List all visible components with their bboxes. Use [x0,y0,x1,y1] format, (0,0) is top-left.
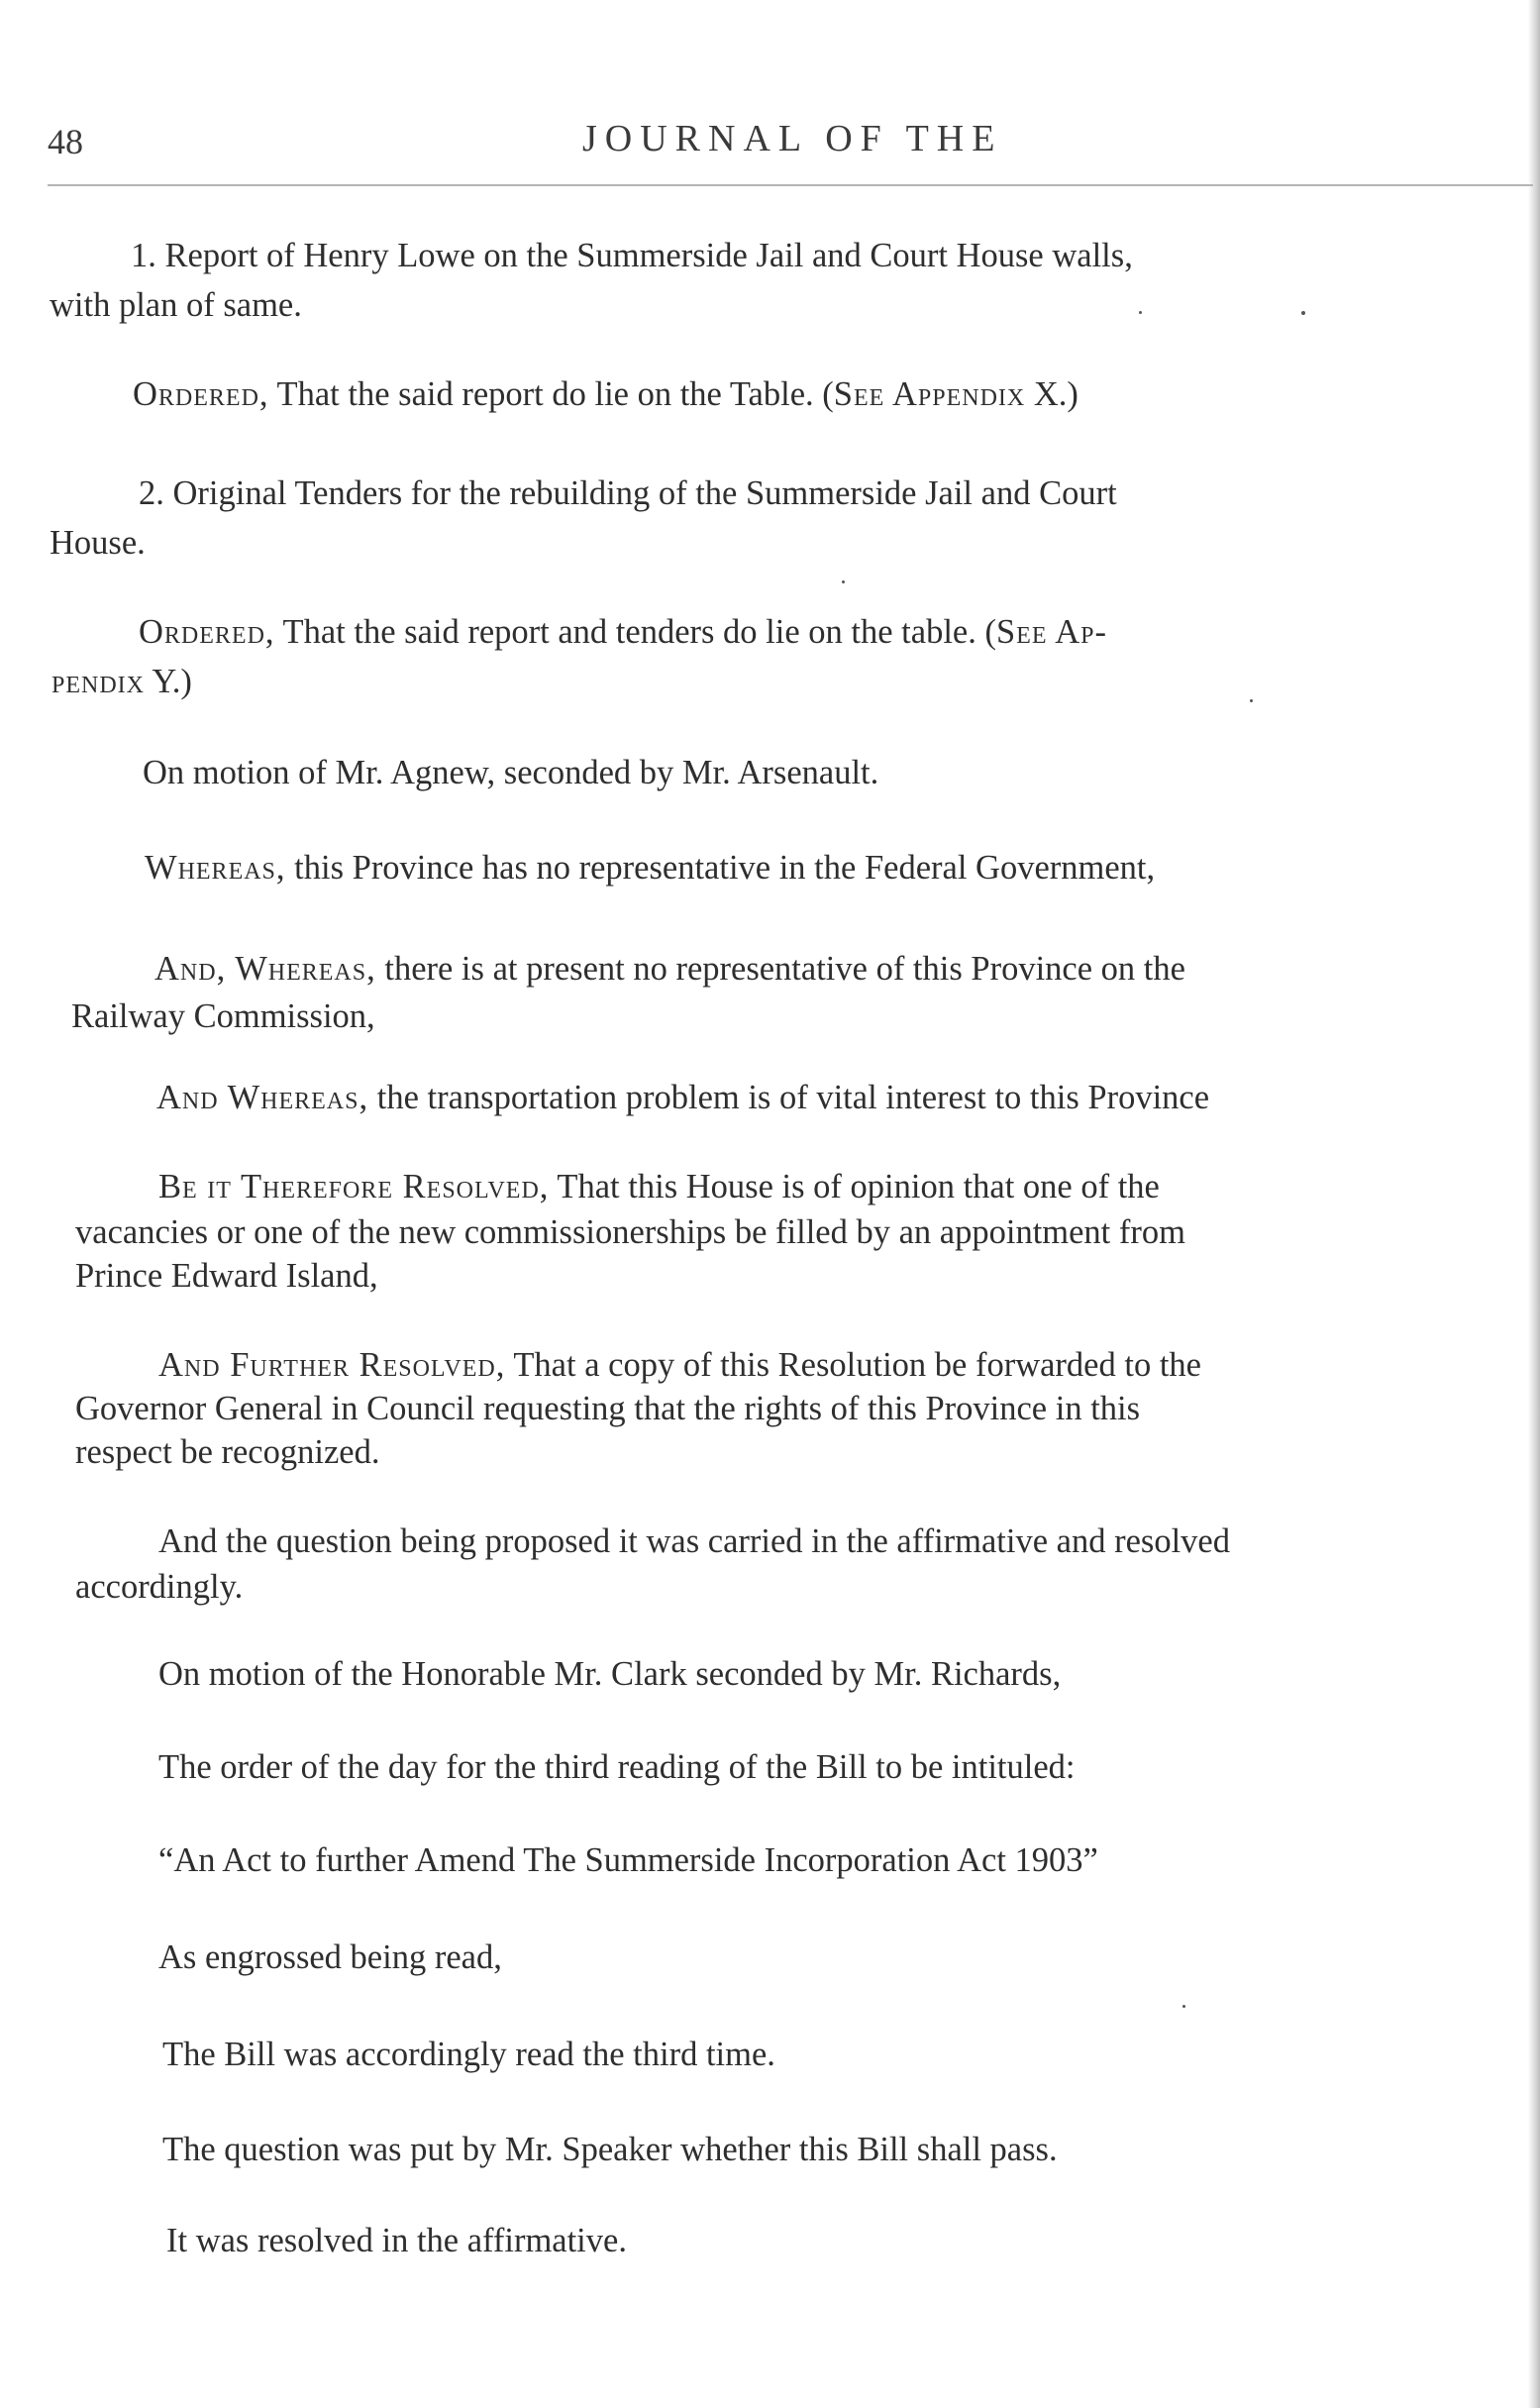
item-1-line-1: 1. Report of Henry Lowe on the Summerside Jail and Court House walls, [131,237,1133,274]
ordered-1-text: That the said report do lie on the Table. [268,375,823,413]
whereas-3-text: the transportation problem is of vital interest to this Province [368,1079,1210,1116]
resolved-1-line-3: Prince Edward Island, [75,1257,378,1295]
third-reading: The Bill was accordingly read the third time. [162,2036,775,2073]
resolved-affirmative: It was resolved in the affirmative. [166,2222,627,2259]
ordered-2-lead: Ordered, [139,613,275,651]
ordered-2-text: That the said report and tenders do lie on the table. ( [274,613,996,651]
item-2-line-2: House. [50,524,146,562]
whereas-1-lead: Whereas, [145,849,286,887]
item-1-line-2: with plan of same. [50,286,302,324]
speaker-question: The question was put by Mr. Speaker whether this Bill shall pass. [162,2131,1058,2168]
ordered-1 [133,372,1078,416]
order-of-day: The order of the day for the third reading of the Bill to be intituled: [158,1748,1076,1786]
whereas-1 [145,846,1155,890]
resolved-2-line-1 [158,1343,1201,1387]
whereas-1-text: this Province has no representative in the Federal Government, [285,849,1156,887]
resolved-2-line-3: respect be recognized. [75,1433,380,1471]
page-edge-shadow [1528,0,1540,2408]
running-head: JOURNAL OF THE [582,118,1003,159]
whereas-3-lead: And Whereas, [156,1079,369,1116]
whereas-2-line-2: Railway Commission, [71,997,375,1035]
ordered-1-appendix-tail: X.) [1025,375,1078,413]
ordered-1-appendix: See Appendix [833,375,1026,413]
resolved-2-text: That a copy of this Resolution be forwarded to the [505,1346,1201,1384]
whereas-2-text: there is at present no representative of this Province on the [375,950,1185,988]
ordered-2-appendix-cont: pendix [51,663,145,700]
scan-speck [1250,699,1253,702]
scan-speck [842,580,845,583]
header-rule [48,184,1533,186]
motion-2: On motion of the Honorable Mr. Clark seconded by Mr. Richards, [158,1655,1062,1693]
question-1-line-2: accordingly. [75,1568,244,1606]
resolved-1-line-2: vacancies or one of the new commissionerships be filled by an appointment from [75,1213,1185,1251]
ordered-2-line-2 [51,660,192,703]
resolved-1-lead: Be it Therefore Resolved, [158,1168,550,1205]
item-2-line-1: 2. Original Tenders for the rebuilding of the Summerside Jail and Court [139,474,1117,512]
act-title: “An Act to further Amend The Summerside Incorporation Act 1903” [158,1841,1098,1879]
resolved-2-line-2: Governor General in Council requesting that the rights of this Province in this [75,1390,1141,1427]
resolved-1-text: That this House is of opinion that one of the [549,1168,1160,1205]
engrossed: As engrossed being read, [158,1938,502,1976]
ordered-1-paren: ( [822,375,834,413]
resolved-2-lead: And Further Resolved, [158,1346,506,1384]
ordered-2-appendix: See Ap- [995,613,1107,651]
whereas-2-line-1 [154,947,1185,991]
ordered-1-lead: Ordered, [133,375,269,413]
whereas-2-lead: And, Whereas, [154,950,376,988]
scan-speck [1182,2005,1185,2008]
page-number: 48 [48,122,83,161]
scan-speck [1301,311,1305,315]
resolved-1-line-1 [158,1165,1160,1208]
ordered-2-line-1 [139,610,1107,654]
ordered-2-appendix-tail: Y.) [145,663,192,700]
whereas-3 [156,1076,1209,1119]
scan-speck [1139,311,1142,314]
page-header [48,111,1533,170]
motion-1: On motion of Mr. Agnew, seconded by Mr. Arsenault. [143,754,879,791]
question-1-line-1: And the question being proposed it was carried in the affirmative and resolved [158,1522,1230,1560]
